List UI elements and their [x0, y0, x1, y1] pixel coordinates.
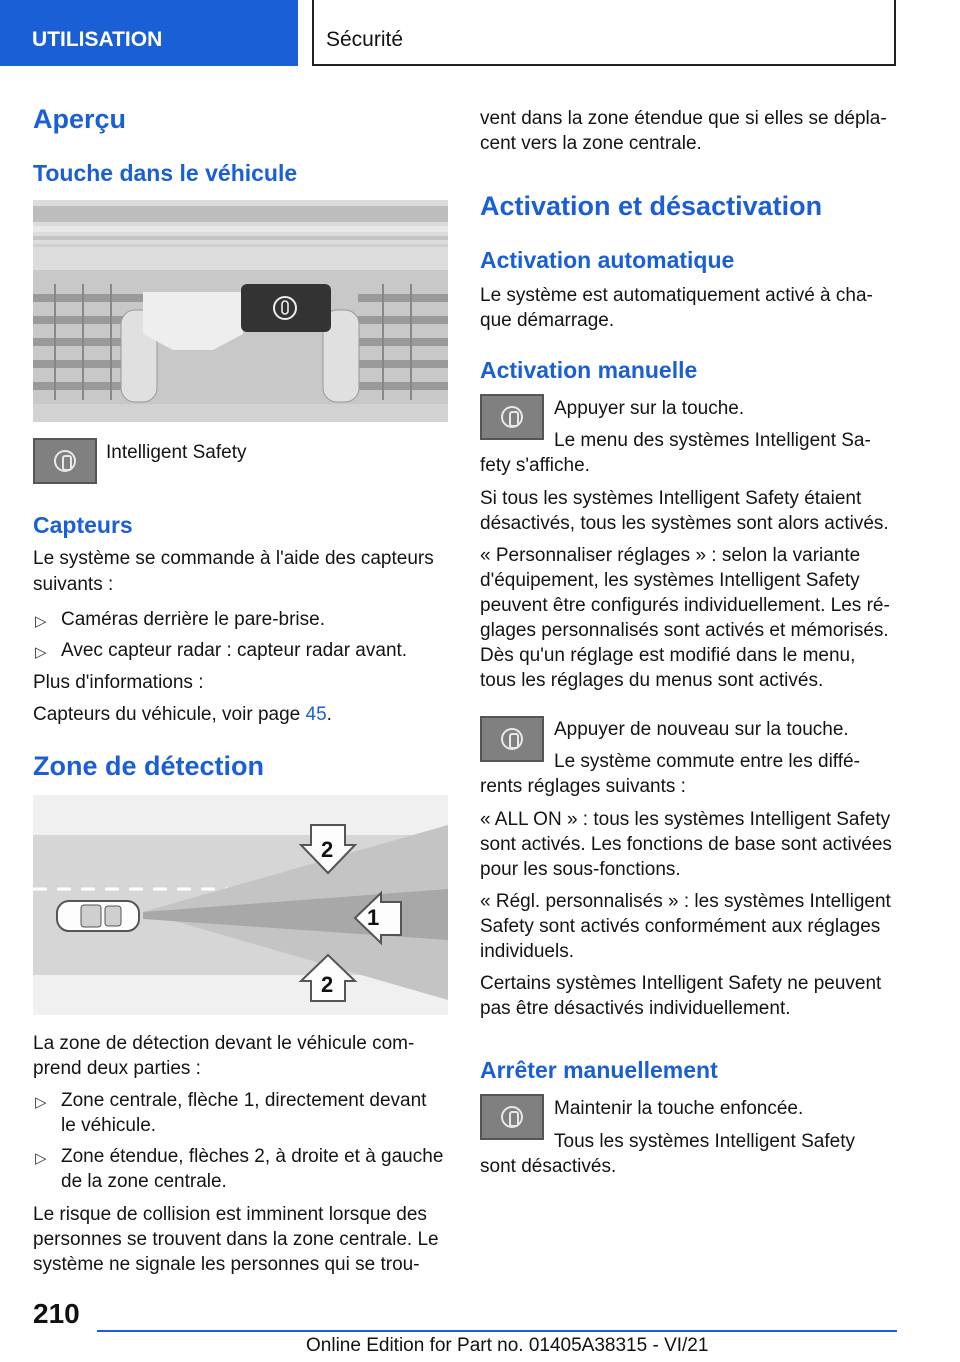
again-step-1: Appuyer de nouveau sur la touche. — [554, 719, 849, 740]
zone-tail-1: Le risque de collision est imminent lorsque des — [33, 1204, 427, 1225]
manual-stop-heading: Arrêter manuellement — [480, 1057, 718, 1083]
zone-item2-2: de la zone centrale. — [61, 1171, 227, 1192]
bullet-triangle-icon: ▷ — [35, 644, 47, 661]
manual-p2-6: tous les réglages du menus sont activés. — [480, 670, 824, 691]
button-heading: Touche dans le véhicule — [33, 160, 298, 186]
zone-intro-1: La zone de détection devant le véhicule com- — [33, 1033, 415, 1054]
intelligent-safety-button[interactable] — [480, 716, 544, 762]
manual-p2-1: « Personnaliser réglages » : selon la variante — [480, 545, 861, 566]
subsection-title: Sécurité — [312, 0, 896, 66]
detection-zone-diagram — [33, 795, 448, 1015]
activation-heading: Activation et désactivation — [480, 191, 823, 221]
manual-p1-2: désactivés, tous les systèmes sont alors activés. — [480, 513, 889, 534]
arrow-label-2-top: 2 — [321, 837, 334, 862]
custom-3: individuels. — [480, 941, 574, 962]
sensors-item-2: Avec capteur radar : capteur radar avant. — [61, 640, 408, 661]
intelligent-safety-icon — [501, 728, 523, 750]
custom-2: Safety sont activés conformément aux réglages — [480, 916, 881, 937]
intelligent-safety-button[interactable] — [33, 438, 97, 484]
intelligent-safety-icon — [54, 450, 76, 472]
dashboard-button-image — [33, 200, 448, 422]
sensors-intro-1: Le système se commande à l'aide des capteurs — [33, 548, 434, 569]
custom-1: « Régl. personnalisés » : les systèmes Intelligent — [480, 891, 891, 912]
manual-p1-1: Si tous les systèmes Intelligent Safety étaient — [480, 488, 862, 509]
arrow-label-1: 1 — [367, 905, 380, 930]
see-page-suffix: . — [326, 704, 332, 725]
stop-step-2a: Tous les systèmes Intelligent Safety — [554, 1131, 855, 1152]
intelligent-safety-button[interactable] — [480, 394, 544, 440]
manual-p2-5: Dès qu'un réglage est modifié dans le menu, — [480, 645, 856, 666]
zone-item1-1: Zone centrale, flèche 1, directement devant — [61, 1090, 427, 1111]
intelligent-safety-icon — [501, 406, 523, 428]
page-number: 210 — [33, 1298, 80, 1329]
manual-step-2b: fety s'affiche. — [480, 455, 590, 476]
zone-cont-2: cent vers la zone centrale. — [480, 133, 702, 154]
allon-3: pour les sous-fonctions. — [480, 859, 681, 880]
manual-activation-heading: Activation manuelle — [480, 357, 698, 383]
again-step-2a: Le système commute entre les diffé- — [554, 751, 860, 772]
zone-tail-2: personnes se trouvent dans la zone centrale. Le — [33, 1229, 439, 1250]
auto-text-2: que démarrage. — [480, 310, 615, 331]
see-page-line — [33, 702, 332, 727]
sensors-item-1: Caméras derrière le pare-brise. — [61, 609, 325, 630]
manual-p2-3: peuvent être configurés individuellement. Les ré- — [480, 595, 890, 616]
zone-item1-2: le véhicule. — [61, 1115, 157, 1136]
see-page-text: Capteurs du véhicule, voir page — [33, 704, 306, 725]
bullet-triangle-icon: ▷ — [35, 1150, 47, 1167]
footer-divider — [97, 1330, 897, 1332]
allon-2: sont activés. Les fonctions de base sont activées — [480, 834, 892, 855]
zone-tail-3: système ne signale les personnes qui se trou- — [33, 1254, 420, 1275]
stop-step-2b: sont désactivés. — [480, 1156, 617, 1177]
edition-text: Online Edition for Part no. 01405A38315 - VI/21 — [306, 1335, 709, 1356]
stop-step-1: Maintenir la touche enfoncée. — [554, 1098, 804, 1119]
more-info-label: Plus d'informations : — [33, 672, 204, 693]
zone-intro-2: prend deux parties : — [33, 1058, 201, 1079]
zone-cont-1: vent dans la zone étendue que si elles se dépla- — [480, 108, 887, 129]
sensors-heading: Capteurs — [33, 512, 133, 538]
manual-step-1: Appuyer sur la touche. — [554, 398, 745, 419]
intelligent-safety-icon — [501, 1106, 523, 1128]
again-step-2b: rents réglages suivants : — [480, 776, 686, 797]
detection-zone-heading: Zone de détection — [33, 751, 265, 781]
auto-text-1: Le système est automatiquement activé à cha- — [480, 285, 873, 306]
manual-step-2a: Le menu des systèmes Intelligent Sa- — [554, 430, 871, 451]
zone-item2-1: Zone étendue, flèches 2, à droite et à gauche — [61, 1146, 444, 1167]
bullet-triangle-icon: ▷ — [35, 613, 47, 630]
section-tab[interactable]: UTILISATION — [0, 0, 298, 66]
overview-heading: Aperçu — [33, 104, 127, 134]
auto-activation-heading: Activation automatique — [480, 247, 735, 273]
intelligent-safety-button[interactable] — [480, 1094, 544, 1140]
manual-p2-2: d'équipement, les systèmes Intelligent Safety — [480, 570, 860, 591]
sensors-intro-2: suivants : — [33, 574, 114, 595]
arrow-label-2-bottom: 2 — [321, 972, 334, 997]
certain-1: Certains systèmes Intelligent Safety ne peuvent — [480, 973, 882, 994]
bullet-triangle-icon: ▷ — [35, 1094, 47, 1111]
allon-1: « ALL ON » : tous les systèmes Intelligent Safety — [480, 809, 891, 830]
manual-p2-4: glages personnalisés sont activés et mémorisés. — [480, 620, 889, 641]
certain-2: pas être désactivés individuellement. — [480, 998, 791, 1019]
page-link-45[interactable]: 45 — [305, 704, 327, 725]
page-header — [0, 0, 960, 66]
button-caption: Intelligent Safety — [106, 442, 247, 463]
